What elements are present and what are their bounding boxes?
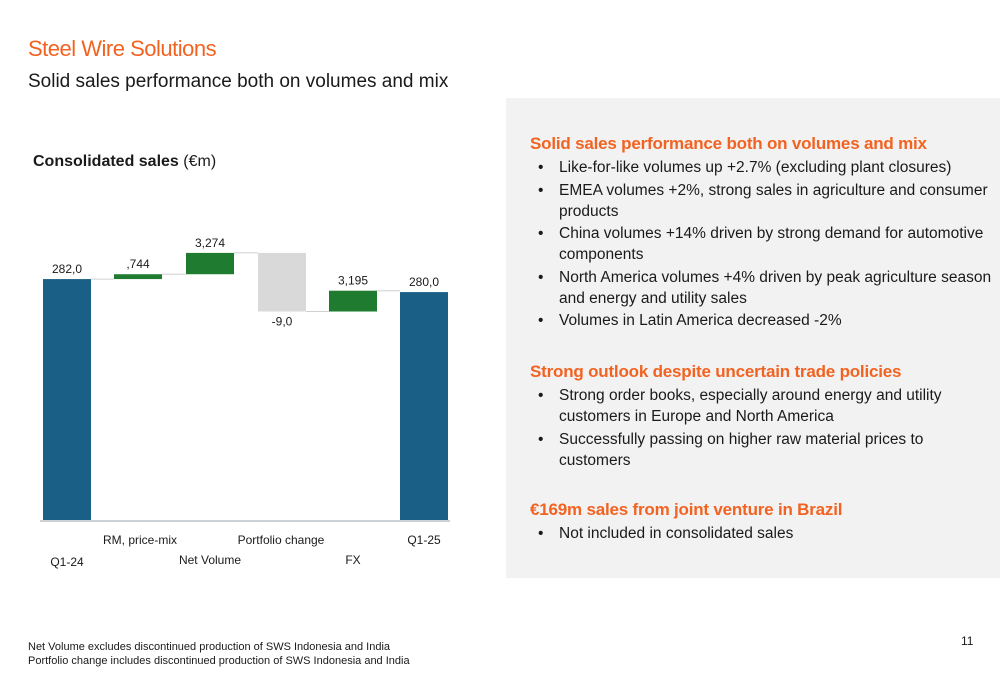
bar-q1-24: [43, 279, 91, 520]
bullet-text: China volumes +14% driven by strong demand for automotive components: [559, 225, 984, 263]
bar-fx: [329, 291, 377, 312]
bullet-icon: •: [538, 159, 544, 176]
bullet-text: Successfully passing on higher raw material prices to customers: [559, 430, 924, 469]
bullet-text: Volumes in Latin America decreased -2%: [559, 312, 842, 329]
bullet-item: [530, 310, 992, 331]
footnote: Portfolio change includes discontinued production of SWS Indonesia and India: [28, 655, 410, 667]
category-label: Q1-24: [50, 555, 84, 569]
section-heading: Strong outlook despite uncertain trade policies: [530, 362, 902, 381]
data-label: 3,195: [337, 273, 369, 288]
category-label: RM, price-mix: [103, 533, 177, 547]
bullet-item: [530, 157, 992, 178]
footnotes: [28, 640, 410, 668]
chart-heading-unit: (€m): [178, 153, 217, 170]
section-outlook: [530, 362, 992, 472]
bullet-icon: •: [538, 387, 544, 404]
bullet-text: Not included in consolidated sales: [559, 525, 794, 542]
data-label: ,744: [126, 257, 150, 272]
page-subtitle: Solid sales performance both on volumes and mix: [28, 71, 449, 92]
bullet-item: [530, 267, 992, 309]
page-number: 11: [961, 634, 974, 648]
bullet-icon: •: [538, 312, 544, 329]
page-title: Steel Wire Solutions: [28, 36, 217, 61]
bullet-item: [530, 385, 992, 427]
bullet-list: [530, 385, 992, 471]
category-label: Portfolio change: [237, 533, 325, 547]
bullet-item: [530, 429, 992, 471]
category-label: Net Volume: [178, 553, 242, 567]
bar-portfolio-change: [258, 253, 306, 312]
bullet-item: [530, 223, 992, 265]
bullet-item: [530, 180, 992, 222]
bullet-icon: •: [538, 268, 544, 286]
section-heading: Solid sales performance both on volumes and mix: [530, 134, 927, 153]
section-joint-venture: [530, 500, 992, 546]
bullet-icon: •: [538, 430, 544, 448]
bullet-icon: •: [538, 225, 544, 242]
data-label: 3,274: [194, 235, 226, 250]
category-label: Q1-25: [407, 533, 441, 547]
chart-heading-bold: Consolidated sales: [33, 153, 179, 170]
bullet-list: [530, 157, 992, 331]
bar-q1-25: [400, 292, 448, 520]
chart-heading: [33, 153, 216, 171]
category-label: FX: [345, 553, 361, 567]
bullet-icon: •: [538, 525, 544, 542]
section-heading: €169m sales from joint venture in Brazil: [530, 500, 843, 519]
bullet-icon: •: [538, 181, 544, 199]
bullet-text: EMEA volumes +2%, strong sales in agriculture and consumer products: [559, 181, 988, 220]
bullet-item: [530, 523, 992, 544]
footnote: Net Volume excludes discontinued production of SWS Indonesia and India: [28, 641, 391, 653]
highlights-panel: [506, 98, 1000, 578]
bullet-text: Like-for-like volumes up +2.7% (excluding plant closures): [559, 159, 952, 176]
data-label: 280,0: [408, 275, 440, 290]
data-label: -9,0: [271, 314, 293, 329]
bar-rm-price-mix: [114, 274, 162, 279]
data-label: 282,0: [51, 262, 83, 277]
bullet-list: [530, 523, 992, 544]
waterfall-chart: [0, 230, 500, 590]
section-sales-performance: [530, 134, 992, 333]
bullet-text: Strong order books, especially around energy and utility customers in Europe and North America: [559, 387, 942, 425]
bullet-text: North America volumes +4% driven by peak agriculture season and energy and utility sales: [559, 268, 992, 307]
bar-net-volume: [186, 253, 234, 274]
